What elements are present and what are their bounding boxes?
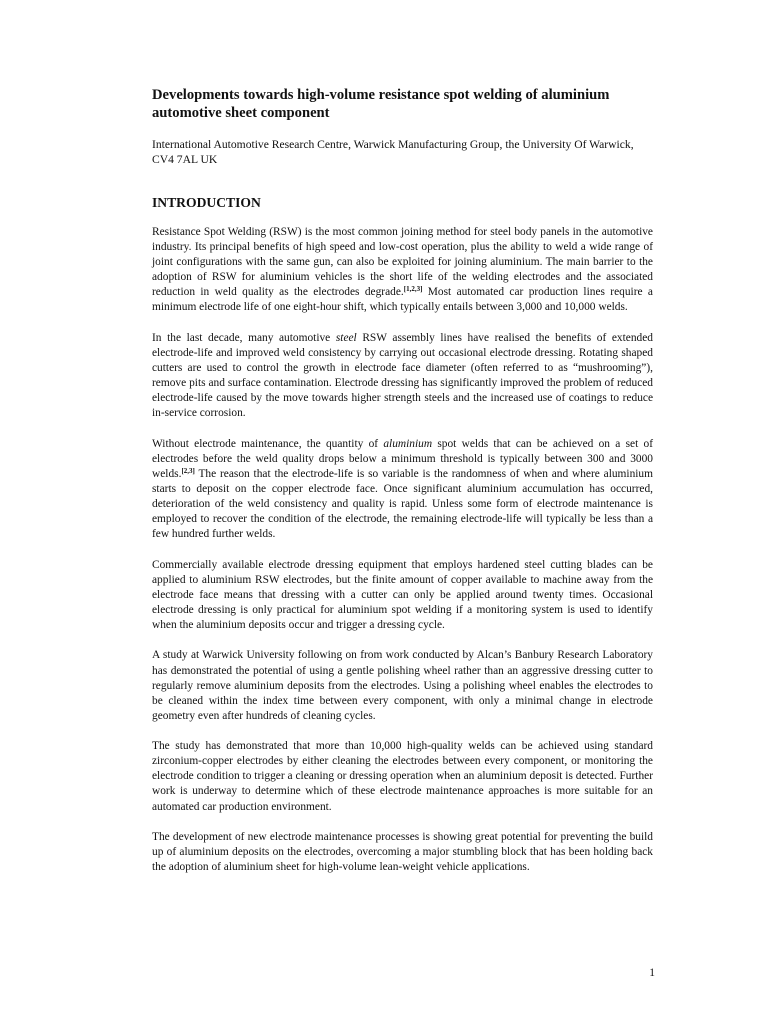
paragraph-2	[152, 331, 653, 421]
paragraph-3-text: Without electrode maintenance, the quantity of	[152, 437, 384, 450]
page-number: 1	[649, 967, 655, 979]
paragraph-2-text: In the last decade, many automotive	[152, 331, 336, 344]
paragraph-3-text-cont: The reason that the electrode-life is so variable is the randomness of when and where aluminium starts to deposit on the copper electrode face. Once significant aluminium accumulation has occurred, deterioration of the weld consistency and quality is rapid. Unless some form of electrode maintenance is employed to recover the condition of the electrode, the remaining electrode-life will typically be less than a few hundred further welds.	[152, 467, 653, 541]
citation-ref: [1,2,3]	[403, 285, 423, 294]
paragraph-5: A study at Warwick University following on from work conducted by Alcan’s Banbury Research Laboratory has demonstrated the potential of using a gentle polishing wheel rather than an aggressive dressing cutter to regularly remove aluminium deposits from the electrodes. Using a polishing wheel enables the electrodes to be cleaned within the index time between every component, with only a minimal change in electrode geometry even after hundreds of cleaning cycles.	[152, 649, 653, 722]
emphasis-aluminium: aluminium	[383, 437, 433, 450]
paragraph-1-text: Resistance Spot Welding (RSW) is the most common joining method for steel body panels in the automotive industry. Its principal benefits of high speed and low-cost operation, plus the ability to weld a wide range of joint configurations with the same gun, can also be exploited for joining aluminium. The main barrier to the adoption of RSW for aluminium vehicles is the short life of the welding electrodes and the associated reduction in weld quality as the electrodes degrade.	[152, 226, 653, 299]
paragraph-6: The study has demonstrated that more than 10,000 high-quality welds can be achieved using standard zirconium-copper electrodes by either cleaning the electrodes between every component, or monitoring the electrode condition to trigger a cleaning or dressing operation when an aluminium deposit is detected. Further work is underway to determine which of these electrode maintenance approaches is more suitable for an automated car production environment.	[152, 740, 653, 813]
paragraph-3-text-mid: spot welds that can be achieved on a set of electrodes before the weld quality drops below a minimum threshold is typically between 300 and 3000 welds.	[152, 437, 653, 480]
paragraph-2-text-cont: RSW assembly lines have realised the benefits of extended electrode-life and improved weld consistency by carrying out occasional electrode dressing. Rotating shaped cutters are used to control the growth in electrode face diameter (often referred to as “mushrooming”), remove pits and surface contamination. Electrode dressing has significantly improved the problem of reduced electrode-life caused by the move towards higher strength steels and the increased use of coatings to reduce in-service corrosion.	[152, 331, 653, 420]
paragraph-1-text-cont: Most automated car production lines require a minimum electrode life of one eight-hour shift, which typically entails between 3,000 and 10,000 welds.	[152, 286, 653, 314]
document-title: Developments towards high-volume resistance spot welding of aluminium automotive sheet component	[152, 87, 610, 121]
author-affiliation: International Automotive Research Centre, Warwick Manufacturing Group, the University Of Warwick, CV4 7AL UK	[152, 138, 634, 166]
paragraph-4: Commercially available electrode dressing equipment that employs hardened steel cutting blades can be applied to aluminium RSW electrodes, but the finite amount of copper available to machine away from the electrode face means that dressing with a cutter can only be applied around twenty times. Occasional electrode dressing is only practical for aluminium spot welding if a monitoring system is used to identify when the aluminium deposits occur and trigger a dressing cycle.	[152, 558, 653, 631]
paragraph-1	[152, 225, 653, 315]
citation-ref: [2,3]	[181, 466, 195, 475]
section-heading: INTRODUCTION	[152, 195, 261, 210]
emphasis-steel: steel	[335, 331, 357, 344]
paragraph-7: The development of new electrode maintenance processes is showing great potential for preventing the build up of aluminium deposits on the electrodes, overcoming a major stumbling block that has been holding back the adoption of aluminium sheet for high-volume lean-weight vehicle applications.	[152, 831, 653, 874]
document-body	[152, 225, 653, 891]
paragraph-3	[152, 437, 653, 543]
